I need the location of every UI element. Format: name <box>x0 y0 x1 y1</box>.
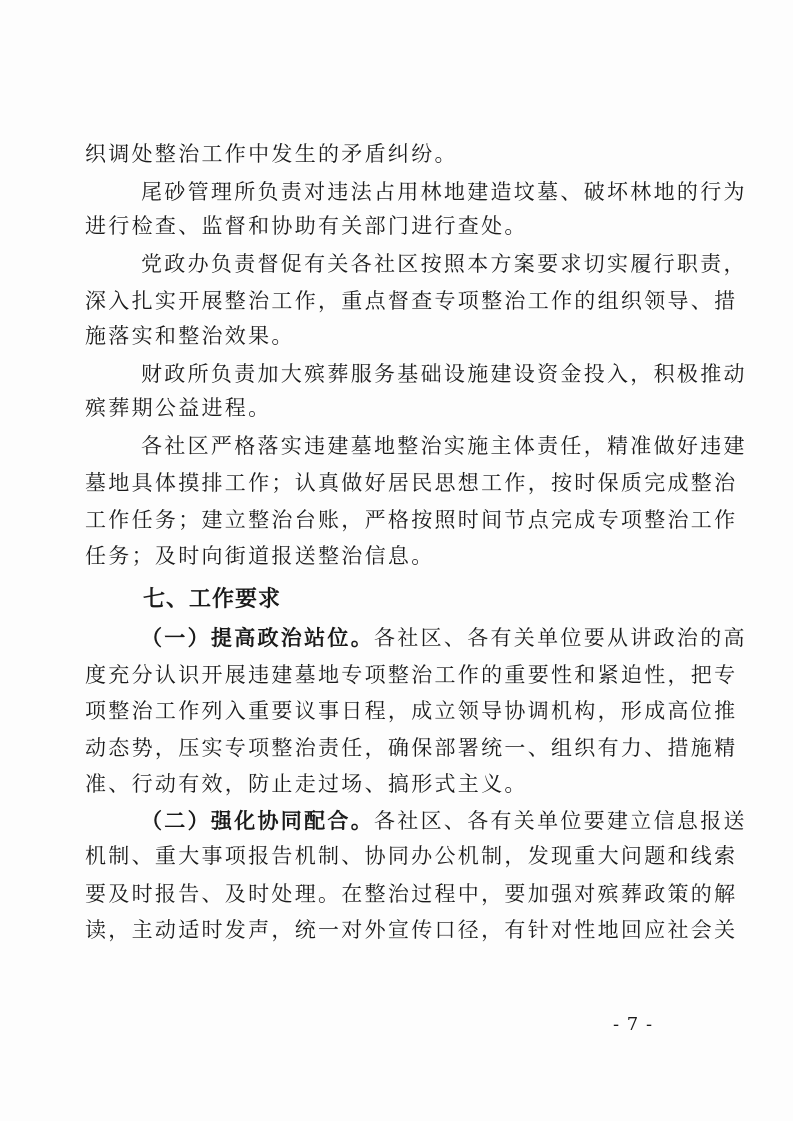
line-text: 工作任务；建立整治台账，严格按照时间节点完成专项整治工作 <box>85 508 738 532</box>
body-text-line <box>0 136 793 172</box>
body-text-line <box>0 657 793 693</box>
line-text: 任务；及时向街道报送整治信息。 <box>85 544 435 568</box>
body-text-line <box>0 318 793 354</box>
line-text: 动态势，压实专项整治责任，确保部署统一、组织有力、措施精 <box>85 736 738 760</box>
line-text: 要及时报告、及时处理。在整治过程中，要加强对殡葬政策的解 <box>85 882 738 906</box>
line-text: 财政所负责加大殡葬服务基础设施建设资金投入，积极推动 <box>141 362 747 386</box>
heading-text: 七、工作要求 <box>143 587 282 612</box>
line-text: 施落实和整治效果。 <box>85 324 295 348</box>
body-text-line <box>0 502 793 538</box>
body-text-line <box>0 693 793 729</box>
line-text: 项整治工作列入重要议事日程，成立领导协调机构，形成高位推 <box>85 699 738 723</box>
line-text: 殡葬期公益进程。 <box>85 396 272 420</box>
body-text-line <box>0 356 793 392</box>
body-text-line <box>0 803 793 839</box>
line-text: 准、行动有效，防止走过场、搞形式主义。 <box>85 772 528 796</box>
body-text-line <box>0 174 793 210</box>
line-text: 各社区、各有关单位要建立信息报送 <box>374 809 747 833</box>
line-text: 各社区、各有关单位要从讲政治的高 <box>374 626 747 650</box>
body-text-line <box>0 912 793 948</box>
line-text: 墓地具体摸排工作；认真做好居民思想工作，按时保质完成整治 <box>85 471 738 495</box>
subheading-text: （二）强化协同配合。 <box>141 809 374 833</box>
line-text: 进行检查、监督和协助有关部门进行查处。 <box>85 214 528 238</box>
body-text-line <box>0 208 793 244</box>
line-text: 各社区严格落实违建墓地整治实施主体责任，精准做好违建 <box>141 434 747 458</box>
body-text-line <box>0 390 793 426</box>
body-text-line <box>0 876 793 912</box>
line-text: 尾砂管理所负责对违法占用林地建造坟墓、破坏林地的行为 <box>141 180 747 204</box>
section-heading <box>0 582 793 618</box>
body-text-line <box>0 428 793 464</box>
line-text: 读，主动适时发声，统一对外宣传口径，有针对性地回应社会关 <box>85 918 738 942</box>
line-text: 深入扎实开展整治工作，重点督查专项整治工作的组织领导、措 <box>85 289 738 313</box>
line-text: 机制、重大事项报告机制、协同办公机制，发现重大问题和线索 <box>85 844 738 868</box>
body-text-line <box>0 465 793 501</box>
page-number: - 7 - <box>613 1014 654 1035</box>
body-text-line <box>0 538 793 574</box>
body-text-line <box>0 620 793 656</box>
line-text: 度充分认识开展违建墓地专项整治工作的重要性和紧迫性，把专 <box>85 663 738 687</box>
line-text: 党政办负责督促有关各社区按照本方案要求切实履行职责， <box>141 252 747 276</box>
line-text: 织调处整治工作中发生的矛盾纠纷。 <box>85 142 458 166</box>
subheading-text: （一）提高政治站位。 <box>141 626 374 650</box>
body-text-line <box>0 283 793 319</box>
body-text-line <box>0 730 793 766</box>
body-text-line <box>0 766 793 802</box>
body-text-line <box>0 246 793 282</box>
body-text-line <box>0 838 793 874</box>
